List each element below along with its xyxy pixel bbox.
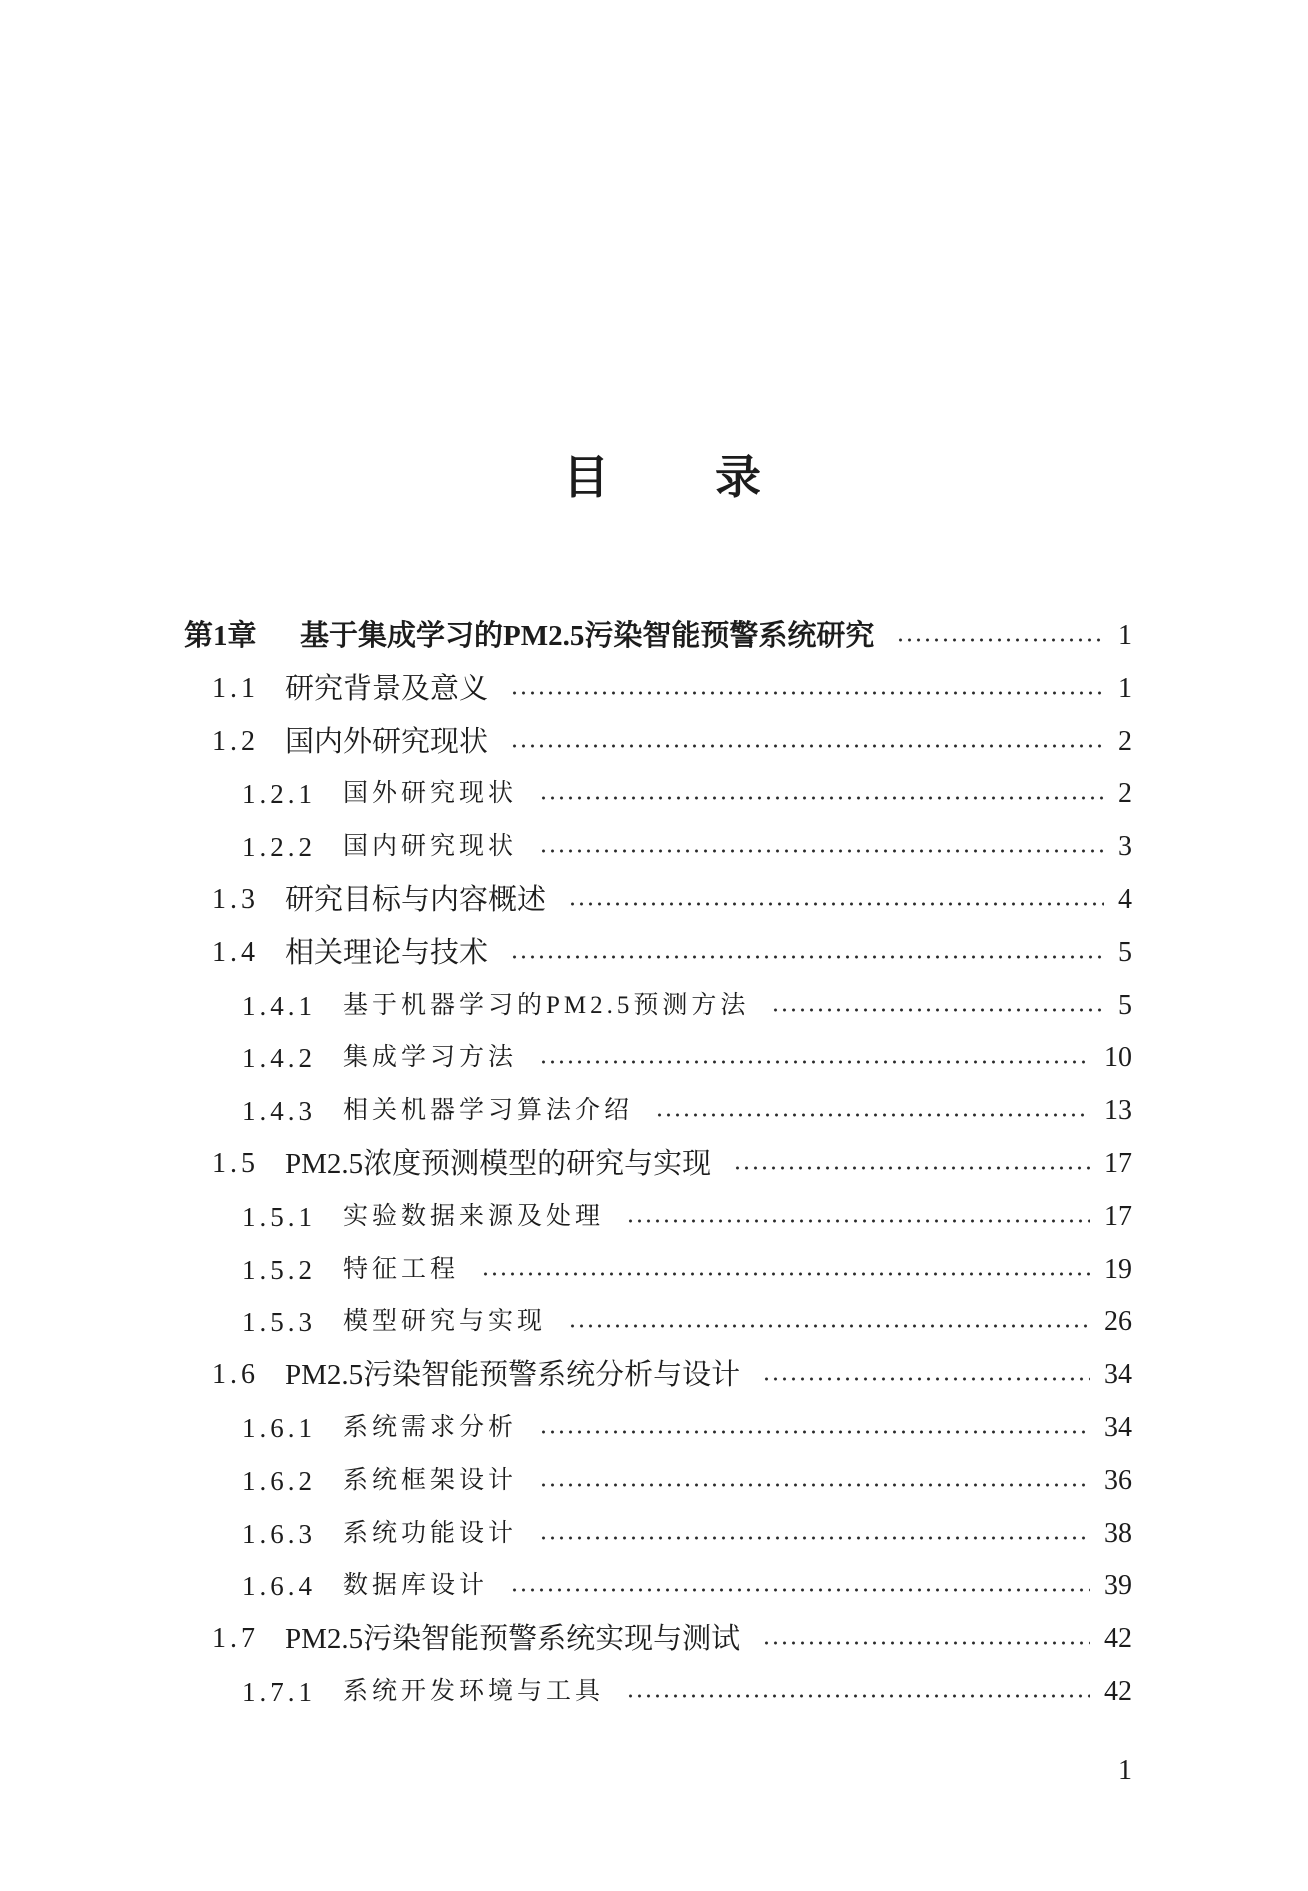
toc-entry-title: PM2.5浓度预测模型的研究与实现 bbox=[285, 1147, 712, 1180]
toc-entry-title: 国外研究现状 bbox=[343, 780, 518, 808]
toc-entry bbox=[0, 1613, 1308, 1666]
toc-entry-title: 实验数据来源及处理 bbox=[343, 1202, 605, 1230]
toc-entry bbox=[0, 610, 1308, 663]
toc-entry bbox=[0, 1402, 1308, 1455]
toc-entry-number: 1.6.3 bbox=[242, 1518, 316, 1549]
dot-leader bbox=[539, 768, 1104, 821]
toc-entry-title: 相关理论与技术 bbox=[285, 936, 489, 969]
toc-entry-title: 基于集成学习的PM2.5污染智能预警系统研究 bbox=[300, 620, 875, 652]
toc-entry-number: 1.2 bbox=[212, 725, 259, 757]
toc-entry bbox=[0, 874, 1308, 927]
toc-entry-page: 10 bbox=[1104, 1042, 1132, 1074]
toc-entry-number: 1.6.4 bbox=[242, 1571, 316, 1602]
dot-leader bbox=[771, 980, 1104, 1033]
dot-leader bbox=[510, 1560, 1090, 1613]
toc-entry-title: PM2.5污染智能预警系统分析与设计 bbox=[285, 1359, 741, 1392]
dot-leader bbox=[733, 1138, 1090, 1191]
toc-entry bbox=[0, 1666, 1308, 1719]
toc-entry-number: 1.4.3 bbox=[242, 1096, 316, 1127]
toc-entry-page: 13 bbox=[1104, 1095, 1132, 1127]
toc-entry-page: 17 bbox=[1104, 1200, 1132, 1232]
toc-entry bbox=[0, 821, 1308, 874]
dot-leader bbox=[655, 1085, 1090, 1138]
toc-entry-page: 38 bbox=[1104, 1517, 1132, 1549]
toc-entry-number: 1.7 bbox=[212, 1623, 259, 1655]
toc-entry-page: 4 bbox=[1118, 883, 1132, 915]
toc-entry-page: 2 bbox=[1118, 725, 1132, 757]
toc-entry bbox=[0, 927, 1308, 980]
dot-leader bbox=[762, 1349, 1090, 1402]
dot-leader bbox=[539, 1508, 1090, 1561]
toc-entry-page: 34 bbox=[1104, 1359, 1132, 1391]
dot-leader bbox=[568, 1296, 1090, 1349]
toc-entry-title: 系统需求分析 bbox=[343, 1413, 518, 1441]
toc-entry-number: 1.4 bbox=[212, 936, 259, 968]
toc-entry-number: 1.2.1 bbox=[242, 779, 316, 810]
toc-entry-title: PM2.5污染智能预警系统实现与测试 bbox=[285, 1623, 741, 1656]
toc-entry bbox=[0, 663, 1308, 716]
toc-entry-number: 1.1 bbox=[212, 672, 259, 704]
toc-entry bbox=[0, 1032, 1308, 1085]
toc-entry-title: 系统功能设计 bbox=[343, 1519, 518, 1547]
table-of-contents bbox=[0, 610, 1308, 1719]
toc-entry-number: 1.6.1 bbox=[242, 1412, 316, 1443]
toc-entry-number: 1.5 bbox=[212, 1147, 259, 1179]
toc-entry-title: 国内外研究现状 bbox=[285, 725, 489, 758]
toc-entry-title: 相关机器学习算法介绍 bbox=[343, 1097, 634, 1125]
toc-entry-page: 5 bbox=[1118, 936, 1132, 968]
toc-entry-number: 1.4.2 bbox=[242, 1043, 316, 1074]
toc-entry bbox=[0, 716, 1308, 769]
dot-leader bbox=[510, 927, 1104, 980]
toc-entry-page: 17 bbox=[1104, 1147, 1132, 1179]
toc-entry-title: 集成学习方法 bbox=[343, 1044, 518, 1072]
toc-entry-title: 国内研究现状 bbox=[343, 833, 518, 861]
toc-entry bbox=[0, 768, 1308, 821]
toc-entry-page: 2 bbox=[1118, 778, 1132, 810]
toc-entry-number: 1.6 bbox=[212, 1359, 259, 1391]
dot-leader bbox=[539, 821, 1104, 874]
toc-entry bbox=[0, 1296, 1308, 1349]
toc-entry-title: 研究目标与内容概述 bbox=[285, 883, 547, 916]
toc-entry-page: 42 bbox=[1104, 1623, 1132, 1655]
toc-entry-number: 1.4.1 bbox=[242, 990, 316, 1021]
dot-leader bbox=[626, 1191, 1090, 1244]
toc-entry-title: 系统开发环境与工具 bbox=[343, 1677, 605, 1705]
toc-entry bbox=[0, 1138, 1308, 1191]
toc-entry-number: 1.2.2 bbox=[242, 832, 316, 863]
page-title: 目录 bbox=[563, 452, 867, 503]
toc-entry-number: 1.6.2 bbox=[242, 1465, 316, 1496]
toc-entry-page: 3 bbox=[1118, 831, 1132, 863]
toc-entry-page: 5 bbox=[1118, 989, 1132, 1021]
toc-entry-title: 模型研究与实现 bbox=[343, 1308, 547, 1336]
toc-entry-number: 1.7.1 bbox=[242, 1676, 316, 1707]
dot-leader bbox=[510, 663, 1104, 716]
toc-entry-number: 1.5.2 bbox=[242, 1254, 316, 1285]
toc-entry-page: 1 bbox=[1118, 620, 1132, 651]
toc-entry bbox=[0, 1244, 1308, 1297]
toc-entry bbox=[0, 1508, 1308, 1561]
dot-leader bbox=[762, 1613, 1090, 1666]
dot-leader bbox=[626, 1666, 1090, 1719]
toc-entry bbox=[0, 1349, 1308, 1402]
toc-entry-page: 34 bbox=[1104, 1411, 1132, 1443]
toc-entry bbox=[0, 1191, 1308, 1244]
toc-entry-page: 26 bbox=[1104, 1306, 1132, 1338]
dot-leader bbox=[539, 1032, 1090, 1085]
toc-entry-title: 系统框架设计 bbox=[343, 1466, 518, 1494]
dot-leader bbox=[539, 1455, 1090, 1508]
dot-leader bbox=[481, 1244, 1090, 1297]
toc-entry bbox=[0, 1085, 1308, 1138]
toc-entry-number: 1.5.1 bbox=[242, 1201, 316, 1232]
toc-entry-page: 1 bbox=[1118, 672, 1132, 704]
toc-entry-page: 39 bbox=[1104, 1570, 1132, 1602]
toc-entry-page: 19 bbox=[1104, 1253, 1132, 1285]
toc-entry-number: 1.3 bbox=[212, 883, 259, 915]
dot-leader bbox=[568, 874, 1104, 927]
toc-entry-page: 42 bbox=[1104, 1675, 1132, 1707]
toc-entry bbox=[0, 1455, 1308, 1508]
toc-entry-page: 36 bbox=[1104, 1464, 1132, 1496]
footer-page-number: 1 bbox=[1118, 1755, 1132, 1786]
toc-entry-number: 1.5.3 bbox=[242, 1307, 316, 1338]
toc-entry bbox=[0, 980, 1308, 1033]
toc-entry-title: 特征工程 bbox=[343, 1255, 460, 1283]
toc-entry-title: 数据库设计 bbox=[343, 1572, 489, 1600]
toc-entry-title: 研究背景及意义 bbox=[285, 672, 489, 705]
toc-entry-number: 第1章 bbox=[184, 620, 257, 652]
dot-leader bbox=[896, 610, 1104, 663]
dot-leader bbox=[539, 1402, 1090, 1455]
dot-leader bbox=[510, 716, 1104, 769]
toc-entry bbox=[0, 1560, 1308, 1613]
toc-entry-title: 基于机器学习的PM2.5预测方法 bbox=[343, 991, 750, 1019]
